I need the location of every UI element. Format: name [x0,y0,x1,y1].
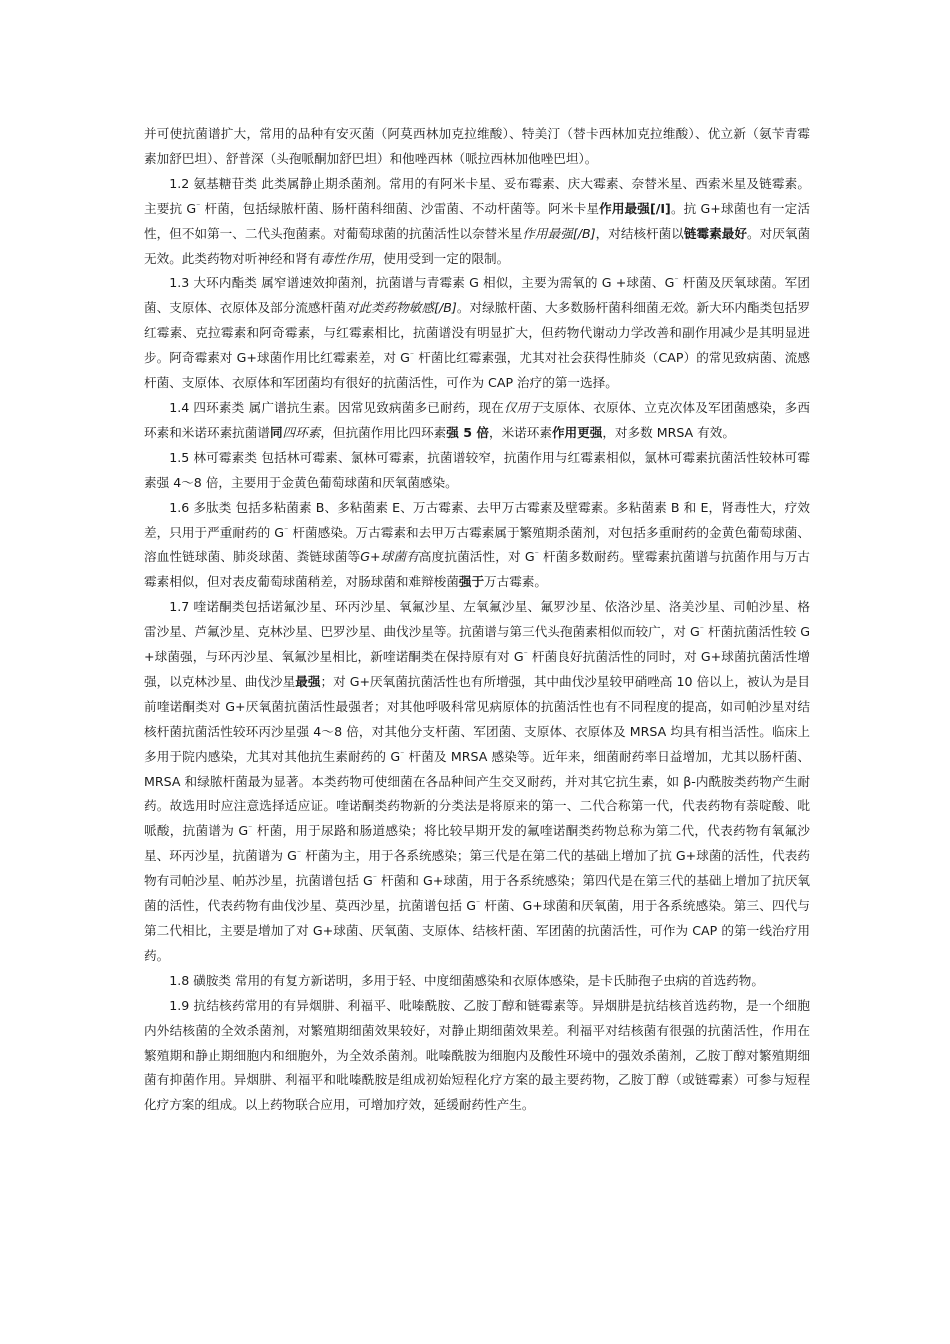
text-run: 杆菌、G+球菌和厌氧菌，用于各系统感染。第三、四代与第二代相比，主要是增加了对 G+球菌、厌氧菌、支原体、结核杆菌、军团菌的抗菌活性，可作为 CAP 的第一线治疗用药。 [144,898,810,963]
text-run: 最强 [295,673,321,689]
text-run: 杆菌和 G+球菌，用于各系统感染；第四代是在第三代的基础上增加了抗厌氧菌的活性，代表药物有曲伐沙星、莫西沙星，抗菌谱包括 G [144,873,810,914]
superscript-mark: ⁻ [534,549,539,559]
superscript-mark: ⁻ [674,275,679,285]
text-run: 作用最强[/I] [599,200,671,216]
paragraph-1-6-polypeptides [144,496,810,596]
text-run: 作用最强[/B] [522,225,596,241]
text-run: 链霉素最好 [683,225,747,241]
superscript-mark: ⁻ [296,848,302,858]
text-run: 。抗 G+球菌也有一定活性，但不如第一、二代头孢菌素。对葡萄球菌的抗菌活性以奈替米星 [144,200,810,241]
text-run: 1.7 喹诺酮类包括诺氟沙星、环丙沙星、氧氟沙星、左氧氟沙星、氟罗沙星、依洛沙星、洛美沙星、司帕沙星、格雷沙星、芦氟沙星、克林沙星、巴罗沙星、曲伐沙星等。抗菌谱与第三代头孢菌素相似而较广，对 G [144,599,810,640]
text-run: 杆菌比红霉素强，尤其对社会获得性肺炎（CAP）的常见致病菌、流感杆菌、支原体、衣原体和军团菌均有很好的抗菌活性，可作为 CAP 治疗的第一选择。 [144,350,810,391]
paragraph-1-intro [144,122,810,172]
superscript-mark: ⁻ [699,623,704,633]
paragraph-1-2-aminoglycosides [144,172,810,272]
text-run: 杆菌及厌氧球菌。军团菌、支原体、衣原体及部分流感杆菌 [144,275,810,316]
text-run: 四环素 [282,424,321,440]
text-run: 杆菌抗菌活性较 G+球菌强，与环丙沙星、氧氟沙星相比，新喹诺酮类在保持原有对 G [144,624,810,665]
paragraph-1-9-antituberculosis [144,994,810,1119]
text-run: 同 [269,424,283,440]
text-run: 杆菌及 MRSA 感染等。近年来，细菌耐药率日益增加，尤其以肠杆菌、MRSA 和绿脓杆菌最为显著。本类药物可使细菌在各品种间产生交叉耐药，并对其它抗生素，如 β-内酰胺类药物产生耐药。故选用时应注意选择适应证。喹诺酮类药物新的分类法是将原来的第一、二代合称第一代，代表药物有萘啶酸、吡哌酸，抗菌谱为 G [144,748,810,839]
text-run: 。对绿脓杆菌、大多数肠杆菌科细菌 [456,300,659,316]
text-run: 杆菌感染。万古霉素和去甲万古霉素属于繁殖期杀菌剂，对包括多重耐药的金黄色葡萄球菌、溶血性链球菌、肺炎球菌、粪链球菌等 [144,524,810,565]
text-run: 杆菌，用于尿路和肠道感染；将比较早期开发的氟喹诺酮类药物总称为第二代，代表药物有氧氟沙星、环丙沙星，抗菌谱为 G [144,823,810,864]
text-run: ，米诺环素 [488,424,552,440]
text-run: 杆菌，包括绿脓杆菌、肠杆菌科细菌、沙雷菌、不动杆菌等。阿米卡星 [200,200,600,216]
superscript-mark: ⁻ [409,349,415,359]
text-run: 1.8 磺胺类 常用的有复方新诺明，多用于轻、中度细菌感染和衣原体感染，是卡氏肺孢子虫病的首选药物。 [169,972,764,988]
text-run: 仅用于 [503,399,543,415]
document-body [144,122,810,1118]
text-run: 强 5 倍 [446,424,489,440]
text-run: ，使用受到一定的限制。 [370,250,510,266]
text-run: 并可使抗菌谱扩大，常用的品种有安灭菌（阿莫西林加克拉维酸）、特美汀（替卡西林加克拉维酸）、优立新（氨苄青霉素加舒巴坦）、舒普深（头孢哌酮加舒巴坦）和他唑西林（哌拉西林加他唑巴坦）。 [144,126,810,166]
text-run: 支原体、衣原体、立克次体及军团菌感染，多西环素和米诺环素抗菌谱 [144,399,810,440]
text-run: 1.2 氨基糖苷类 此类属静止期杀菌剂。常用的有阿米卡星、妥布霉素、庆大霉素、奈替米星、西索米星及链霉素。主要抗 G [144,175,810,216]
text-run: ，对多数 MRSA 有效。 [602,424,735,440]
text-run: 1.9 抗结核药常用的有异烟肼、利福平、吡嗪酰胺、乙胺丁醇和链霉素等。异烟肼是抗结核首选药物，是一个细胞内外结核菌的全效杀菌剂，对繁殖期细菌效果较好，对静止期细菌效果差。利福平对结核菌有很强的抗菌活性，作用在繁殖期和静止期细胞内和细胞外，为全效杀菌剂。吡嗪酰胺为细胞内及酸性环境中的强效杀菌剂，乙胺丁醇对繁殖期细菌有抑菌作用。异烟肼、利福平和吡嗪酰胺是组成初始短程化疗方案的最主要药物，乙胺丁醇（或链霉素）可参与短程化疗方案的组成。以上药物联合应用，可增加疗效，延缓耐药性产生。 [144,997,810,1113]
text-run: 1.4 四环素类 属广谱抗生素。因常见致病菌多已耐药，现在 [169,399,504,415]
superscript-mark: ⁻ [372,873,377,882]
text-run: 强于 [458,574,485,590]
text-run: 作用更强 [551,424,603,440]
text-run: 对此类药物敏感[/B] [345,300,457,316]
text-run: ；对 G+厌氧菌抗菌活性也有所增强，其中曲伐沙星较甲硝唑高 10 倍以上，被认为是目前喹诺酮类对 G+厌氧菌抗菌活性最强者；对其他呼吸科常见病原体的抗菌活性也有不同程度的提高，如司帕沙星对结核杆菌抗菌活性较环丙沙星强 4～8 倍，对其他分支杆菌、军团菌、支原体、衣原体及 MRSA 均具有相当活性。临床上多用于院内感染，尤其对其他抗生素耐药的 G [144,673,811,764]
text-run: 毒性作用 [320,250,371,266]
superscript-mark: ⁻ [196,200,201,210]
paragraph-1-5-lincomycins [144,446,810,496]
text-run: ，对结核杆菌以 [595,225,684,241]
paragraph-1-3-macrolides [144,271,810,396]
text-run: G+球菌有 [360,549,419,565]
superscript-mark: ⁻ [475,897,481,907]
text-run: 1.5 林可霉素类 包括林可霉素、氯林可霉素，抗菌谱较窄，抗菌作用与红霉素相似，氯林可霉素抗菌活性较林可霉素强 4～8 倍，主要用于金黄色葡萄球菌和厌氧菌感染。 [144,449,810,490]
text-run: 。对厌氧菌无效。此类药物对听神经和肾有 [144,225,811,266]
text-run: 杆菌为主，用于各系统感染；第三代是在第二代的基础上增加了抗 G+球菌的活性，代表药物有司帕沙星、帕苏沙星，抗菌谱包括 G [144,848,810,889]
text-run: 杆菌良好抗菌活性的同时，对 G+球菌抗菌活性增强，以克林沙星、曲伐沙星 [144,649,810,689]
superscript-mark: ⁻ [284,524,289,534]
paragraph-1-7-quinolones [144,595,810,969]
superscript-mark: ⁻ [523,648,528,658]
text-run: 万古霉素。 [484,574,547,590]
text-run: 杆菌多数耐药。壁霉素抗菌谱与抗菌作用与万古霉素相似，但对表皮葡萄球菌稍差，对肠球菌和难辩梭菌 [144,549,811,590]
text-run: 1.6 多肽类 包括多粘菌素 B、多粘菌素 E、万古霉素、去甲万古霉素及壁霉素。多粘菌素 B 和 E，肾毒性大，疗效差，只用于严重耐药的 G [144,499,810,540]
paragraph-1-4-tetracyclines [144,396,810,446]
text-run: 高度抗菌活性，对 G [418,549,535,565]
text-run: 无效 [658,300,684,316]
paragraph-1-8-sulfonamides [144,969,810,994]
superscript-mark: ⁻ [248,823,253,833]
superscript-mark: ⁻ [400,748,405,758]
text-run: 。新大环内酯类包括罗红霉素、克拉霉素和阿奇霉素，与红霉素相比，抗菌谱没有明显扩大，但药物代谢动力学改善和副作用减少是其明显进步。阿奇霉素对 G+球菌作用比红霉素差，对 G [144,300,811,366]
text-run: ，但抗菌作用比四环素 [320,424,447,440]
text-run: 1.3 大环内酯类 属窄谱速效抑菌剂，抗菌谱与青霉素 G 相似，主要为需氧的 G +球菌、G [169,275,675,291]
